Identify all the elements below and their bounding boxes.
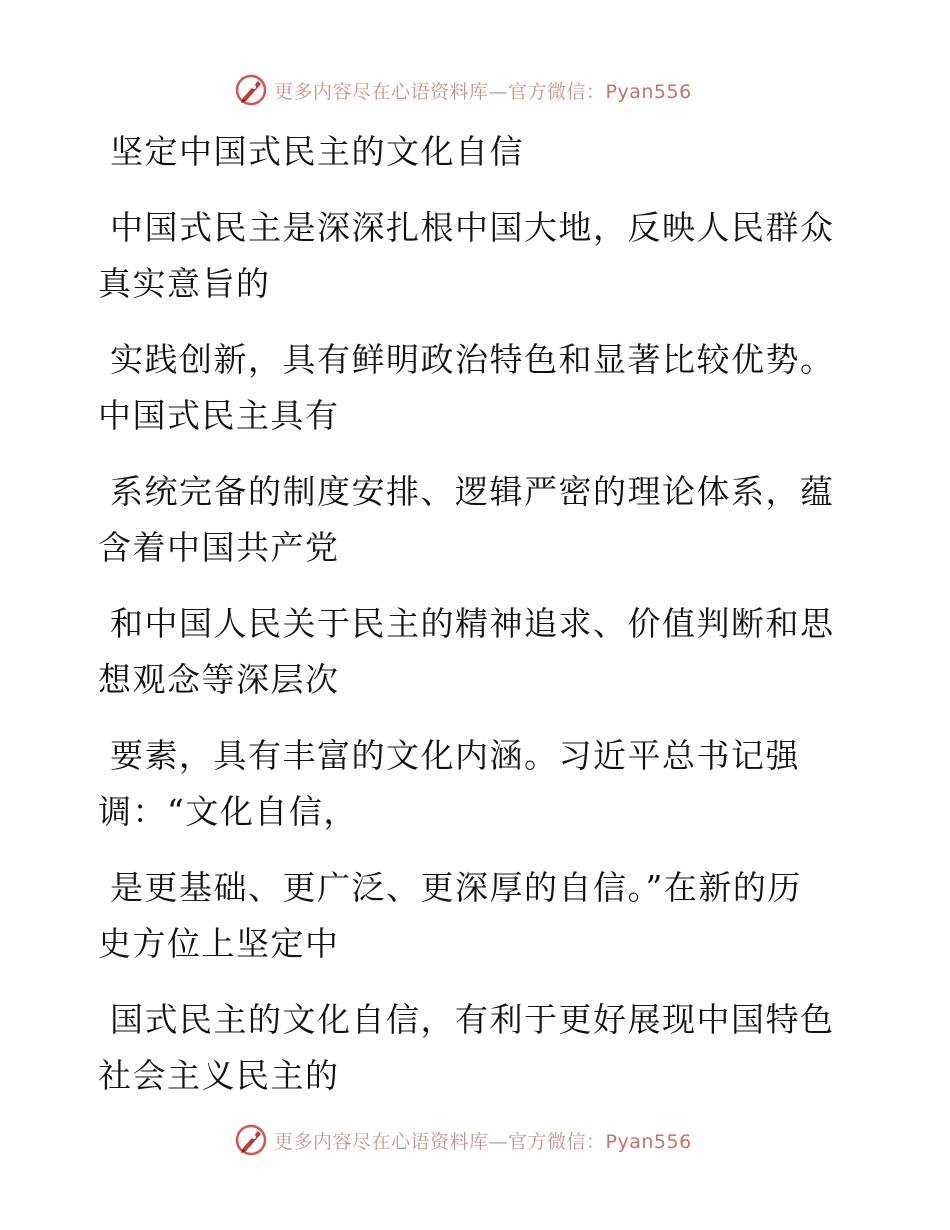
paragraph-line: 国式民主的文化自信，有利于更好展现中国特色: [110, 1000, 835, 1039]
paragraph-line: 系统完备的制度安排、逻辑严密的理论体系，蕴: [110, 472, 835, 511]
pen-logo-icon: [234, 1123, 268, 1157]
paragraph-line: 想观念等深层次: [98, 660, 340, 699]
paragraph: [98, 464, 838, 576]
paragraph-line: 中国式民主具有: [98, 396, 340, 435]
paragraph-line: 和中国人民关于民主的精神追求、价值判断和思: [110, 604, 835, 643]
paragraph-line: 史方位上坚定中: [98, 924, 340, 963]
paragraph: [98, 596, 838, 708]
paragraph-line: 中国式民主是深深扎根中国大地，反映人民群众: [110, 208, 835, 247]
watermark-text: 更多内容尽在心语资料库—官方微信：Pyan556: [274, 80, 692, 103]
paragraph-line: 调：“文化自信，: [98, 792, 358, 831]
header-watermark: [234, 72, 692, 108]
paragraph: [98, 200, 838, 312]
watermark-text: 更多内容尽在心语资料库—官方微信：Pyan556: [274, 1130, 692, 1153]
pen-logo-icon: [234, 73, 268, 107]
document-body: [98, 124, 838, 1104]
paragraph: [98, 728, 838, 840]
paragraph-line: 含着中国共产党: [98, 528, 340, 567]
paragraph-line: 实践创新，具有鲜明政治特色和显著比较优势。: [110, 340, 835, 379]
paragraph-line: 社会主义民主的: [98, 1056, 340, 1095]
paragraph-line: 要素，具有丰富的文化内涵。习近平总书记强: [110, 736, 800, 775]
paragraph-line: 是更基础、更广泛、更深厚的自信。”在新的历: [110, 868, 802, 907]
document-title: 坚定中国式民主的文化自信: [110, 132, 524, 171]
paragraph: [98, 860, 838, 972]
paragraph: [98, 332, 838, 444]
paragraph-line: 真实意旨的: [98, 264, 271, 303]
footer-watermark: [234, 1122, 692, 1158]
paragraph: [98, 992, 838, 1104]
